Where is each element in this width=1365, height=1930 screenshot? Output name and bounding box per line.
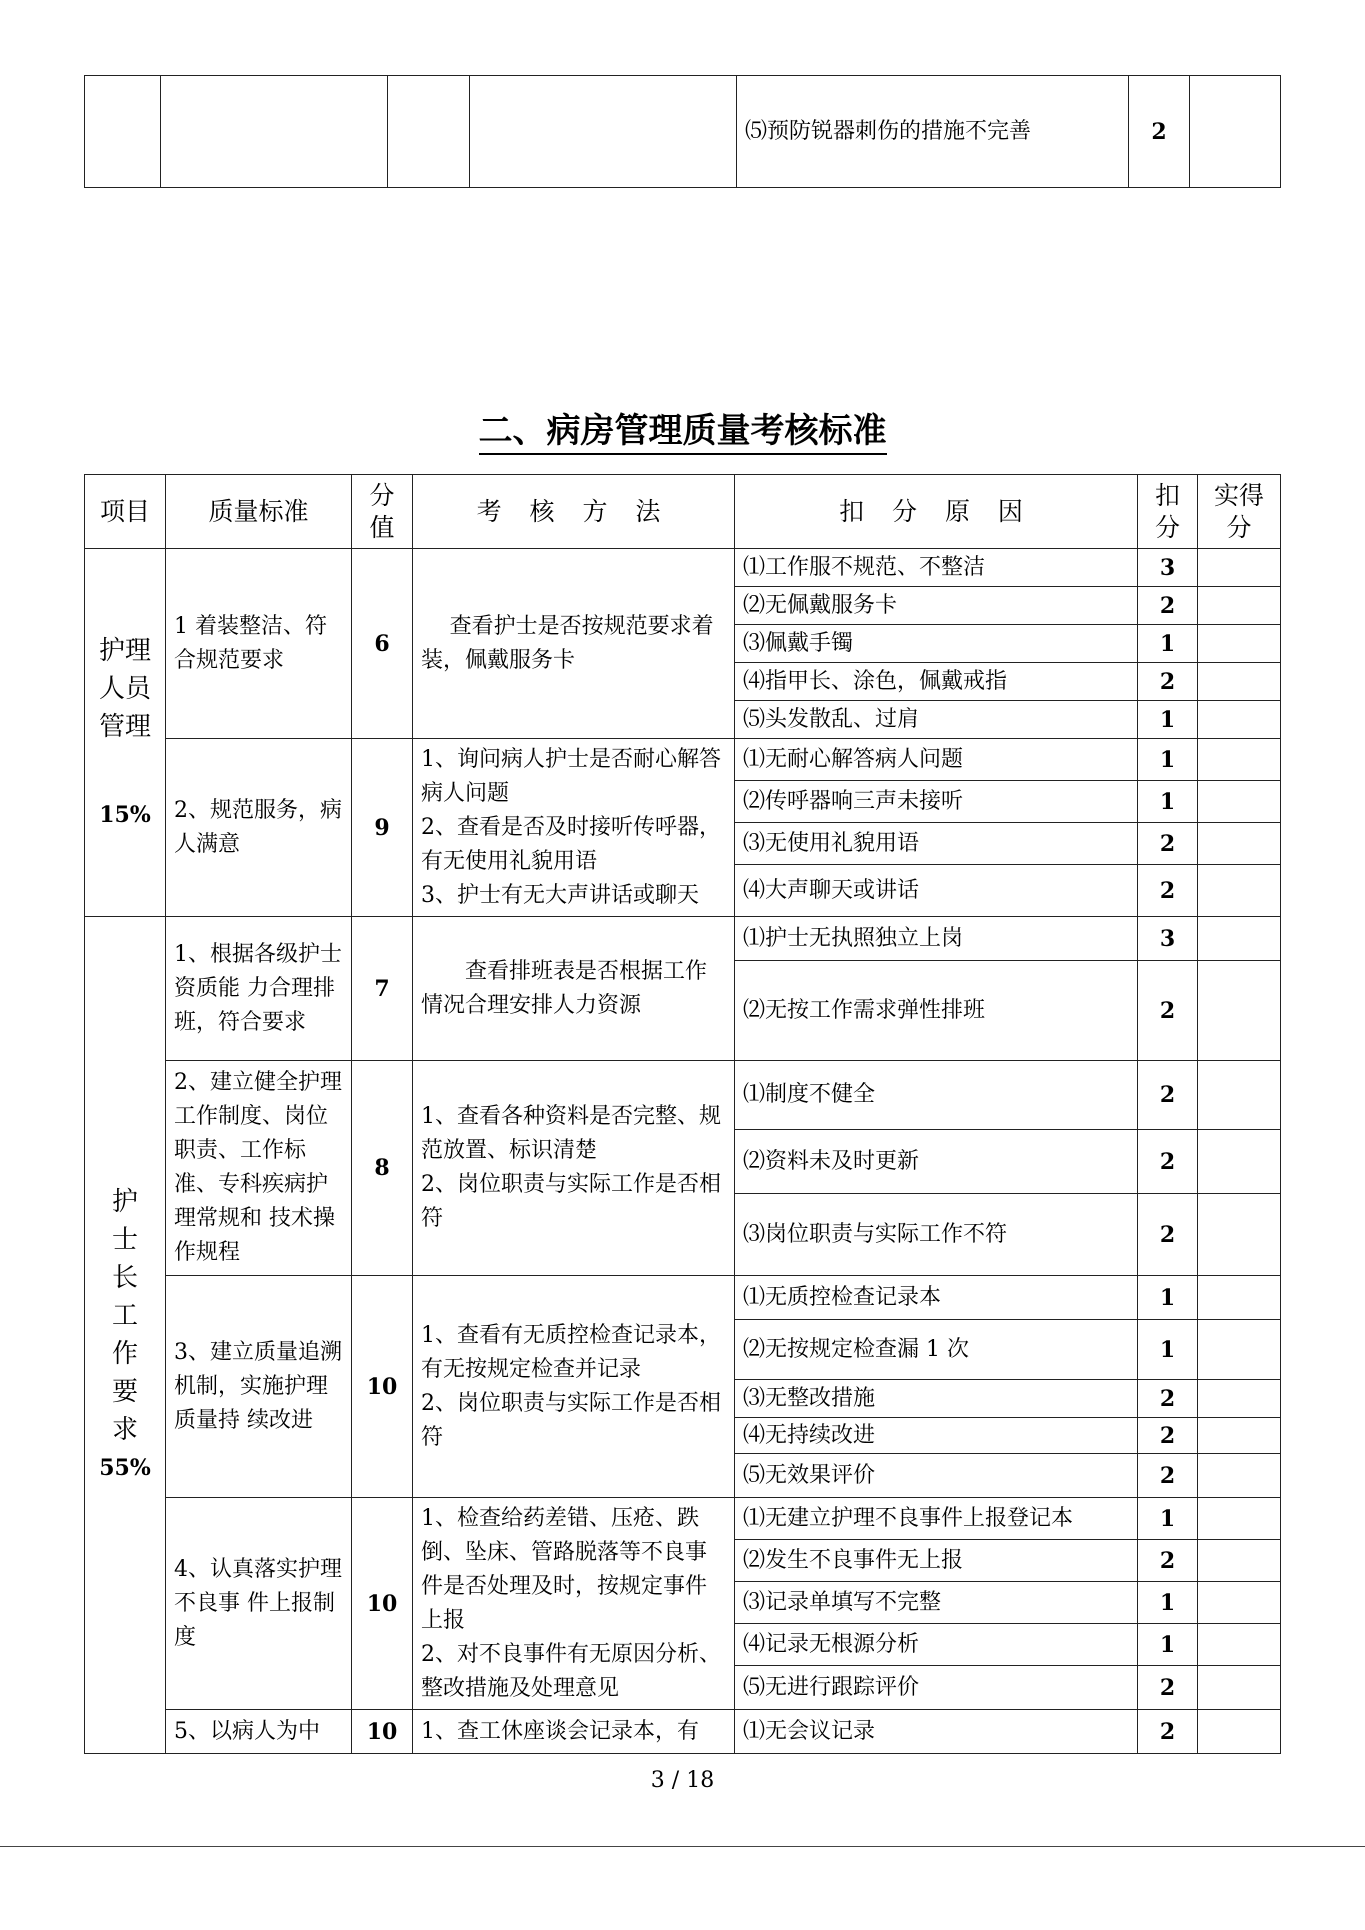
reason-cell: ⑷指甲长、涂色，佩戴戒指: [735, 663, 1138, 701]
deduct-cell: 1: [1138, 1276, 1198, 1320]
table-row: [85, 1276, 1281, 1320]
deduct-cell: 2: [1138, 1454, 1198, 1498]
deduct-cell: 3: [1138, 917, 1198, 961]
standard-cell: 5、以病人为中: [166, 1710, 352, 1754]
actual-cell: [1198, 1454, 1281, 1498]
reason-cell: ⑴无质控检查记录本: [735, 1276, 1138, 1320]
actual-cell: [1198, 549, 1281, 587]
empty-cell: [85, 76, 161, 188]
header-score: 分值: [352, 475, 413, 549]
method-cell: 1、询问病人护士是否耐心解答病人问题 2、查看是否及时接听传呼器，有无使用礼貌用语 3、护士有无大声讲话或聊天: [413, 739, 735, 917]
actual-score-cell: [1190, 76, 1281, 188]
actual-cell: [1198, 1666, 1281, 1710]
method-cell: 查看护士是否按规范要求着装，佩戴服务卡: [413, 549, 735, 739]
deduct-cell: 1: [1138, 1624, 1198, 1666]
deduct-cell: 1: [1138, 1320, 1198, 1380]
method-cell: 1、查工休座谈会记录本，有: [413, 1710, 735, 1754]
carryover-table: [84, 75, 1281, 188]
empty-cell: [470, 76, 737, 188]
deduct-cell: 3: [1138, 549, 1198, 587]
actual-cell: [1198, 739, 1281, 781]
method-cell: 1、检查给药差错、压疮、跌倒、坠床、管路脱落等不良事件是否处理及时，按规定事件上报 2、对不良事件有无原因分析、整改措施及处理意见: [413, 1498, 735, 1710]
standard-cell: 3、建立质量追溯机制，实施护理质量持 续改进: [166, 1276, 352, 1498]
reason-cell: ⑵传呼器响三声未接听: [735, 781, 1138, 823]
standard-cell: 1 着装整洁、符合规范要求: [166, 549, 352, 739]
table-row: [85, 549, 1281, 587]
empty-cell: [388, 76, 470, 188]
section-title: 二、病房管理质量考核标准: [0, 405, 1365, 457]
deduct-score-cell: 2: [1129, 76, 1190, 188]
actual-cell: [1198, 587, 1281, 625]
reason-cell: ⑸预防锐器刺伤的措施不完善: [737, 76, 1129, 188]
actual-cell: [1198, 663, 1281, 701]
reason-cell: ⑶记录单填写不完整: [735, 1582, 1138, 1624]
header-item: 项目: [85, 475, 166, 549]
deduct-cell: 2: [1138, 961, 1198, 1061]
reason-cell: ⑵发生不良事件无上报: [735, 1540, 1138, 1582]
method-cell: 查看排班表是否根据工作情况合理安排人力资源: [413, 917, 735, 1061]
deduct-cell: 1: [1138, 701, 1198, 739]
standard-cell: 2、建立健全护理工作制度、岗位职责、工作标准、专科疾病护理常规和 技术操作规程: [166, 1061, 352, 1276]
reason-cell: ⑸头发散乱、过肩: [735, 701, 1138, 739]
actual-cell: [1198, 1540, 1281, 1582]
reason-cell: ⑵资料未及时更新: [735, 1130, 1138, 1194]
reason-cell: ⑴制度不健全: [735, 1061, 1138, 1130]
standard-cell: 1、根据各级护士资质能 力合理排班，符合要求: [166, 917, 352, 1061]
reason-cell: ⑵无按规定检查漏 1 次: [735, 1320, 1138, 1380]
deduct-cell: 2: [1138, 587, 1198, 625]
reason-cell: ⑴无会议记录: [735, 1710, 1138, 1754]
deduct-cell: 1: [1138, 1498, 1198, 1540]
deduct-cell: 2: [1138, 823, 1198, 865]
actual-cell: [1198, 1194, 1281, 1276]
group-percent: 55%: [99, 1455, 151, 1481]
header-deduct: 扣分: [1138, 475, 1198, 549]
table-row: [85, 1061, 1281, 1130]
assessment-table: [84, 474, 1281, 1754]
actual-cell: [1198, 1418, 1281, 1454]
deduct-cell: 1: [1138, 781, 1198, 823]
footer-divider: [0, 1846, 1365, 1847]
score-cell: 9: [352, 739, 413, 917]
group-label-cell: [85, 917, 166, 1754]
deduct-cell: 2: [1138, 1418, 1198, 1454]
group-label: 护理人员管理: [98, 635, 151, 742]
deduct-cell: 1: [1138, 1582, 1198, 1624]
reason-cell: ⑴护士无执照独立上岗: [735, 917, 1138, 961]
actual-cell: [1198, 1582, 1281, 1624]
header-row: [85, 475, 1281, 549]
table-row: [85, 739, 1281, 781]
deduct-cell: 2: [1138, 1061, 1198, 1130]
reason-cell: ⑴工作服不规范、不整洁: [735, 549, 1138, 587]
actual-cell: [1198, 1130, 1281, 1194]
deduct-cell: 1: [1138, 625, 1198, 663]
actual-cell: [1198, 1498, 1281, 1540]
actual-cell: [1198, 625, 1281, 663]
header-method: 考 核 方 法: [413, 475, 735, 549]
actual-cell: [1198, 1276, 1281, 1320]
actual-cell: [1198, 961, 1281, 1061]
deduct-cell: 2: [1138, 1666, 1198, 1710]
group-label-cell: [85, 549, 166, 917]
reason-cell: ⑵无按工作需求弹性排班: [735, 961, 1138, 1061]
empty-cell: [161, 76, 388, 188]
actual-cell: [1198, 1624, 1281, 1666]
deduct-cell: 2: [1138, 663, 1198, 701]
score-cell: 10: [352, 1710, 413, 1754]
group-percent: 15%: [99, 801, 151, 828]
deduct-cell: 2: [1138, 865, 1198, 917]
method-cell: 1、查看各种资料是否完整、规范放置、标识清楚 2、岗位职责与实际工作是否相符: [413, 1061, 735, 1276]
table-row: [85, 917, 1281, 961]
reason-cell: ⑶佩戴手镯: [735, 625, 1138, 663]
reason-cell: ⑶无使用礼貌用语: [735, 823, 1138, 865]
reason-cell: ⑸无效果评价: [735, 1454, 1138, 1498]
score-cell: 10: [352, 1276, 413, 1498]
deduct-cell: 2: [1138, 1710, 1198, 1754]
score-cell: 6: [352, 549, 413, 739]
actual-cell: [1198, 1320, 1281, 1380]
actual-cell: [1198, 823, 1281, 865]
actual-cell: [1198, 865, 1281, 917]
reason-cell: ⑷无持续改进: [735, 1418, 1138, 1454]
method-cell: 1、查看有无质控检查记录本，有无按规定检查并记录 2、岗位职责与实际工作是否相符: [413, 1276, 735, 1498]
score-cell: 7: [352, 917, 413, 1061]
deduct-cell: 2: [1138, 1380, 1198, 1418]
reason-cell: ⑶岗位职责与实际工作不符: [735, 1194, 1138, 1276]
reason-cell: ⑸无进行跟踪评价: [735, 1666, 1138, 1710]
actual-cell: [1198, 1380, 1281, 1418]
deduct-cell: 1: [1138, 739, 1198, 781]
table-row: [85, 1710, 1281, 1754]
reason-cell: ⑴无建立护理不良事件上报登记本: [735, 1498, 1138, 1540]
actual-cell: [1198, 701, 1281, 739]
reason-cell: ⑴无耐心解答病人问题: [735, 739, 1138, 781]
score-cell: 10: [352, 1498, 413, 1710]
header-reason: 扣 分 原 因: [735, 475, 1138, 549]
deduct-cell: 2: [1138, 1194, 1198, 1276]
table-row: [85, 76, 1281, 188]
header-standard: 质量标准: [166, 475, 352, 549]
actual-cell: [1198, 781, 1281, 823]
reason-cell: ⑵无佩戴服务卡: [735, 587, 1138, 625]
group-label: 护士长工作要求: [111, 1187, 138, 1445]
actual-cell: [1198, 1061, 1281, 1130]
reason-cell: ⑷大声聊天或讲话: [735, 865, 1138, 917]
page-number: 3 / 18: [650, 1768, 715, 1793]
deduct-cell: 2: [1138, 1540, 1198, 1582]
header-actual: 实得分: [1198, 475, 1281, 549]
actual-cell: [1198, 1710, 1281, 1754]
reason-cell: ⑷记录无根源分析: [735, 1624, 1138, 1666]
standard-cell: 2、规范服务，病人满意: [166, 739, 352, 917]
table-row: [85, 1498, 1281, 1540]
deduct-cell: 2: [1138, 1130, 1198, 1194]
reason-cell: ⑶无整改措施: [735, 1380, 1138, 1418]
standard-cell: 4、认真落实护理不良事 件上报制度: [166, 1498, 352, 1710]
actual-cell: [1198, 917, 1281, 961]
score-cell: 8: [352, 1061, 413, 1276]
